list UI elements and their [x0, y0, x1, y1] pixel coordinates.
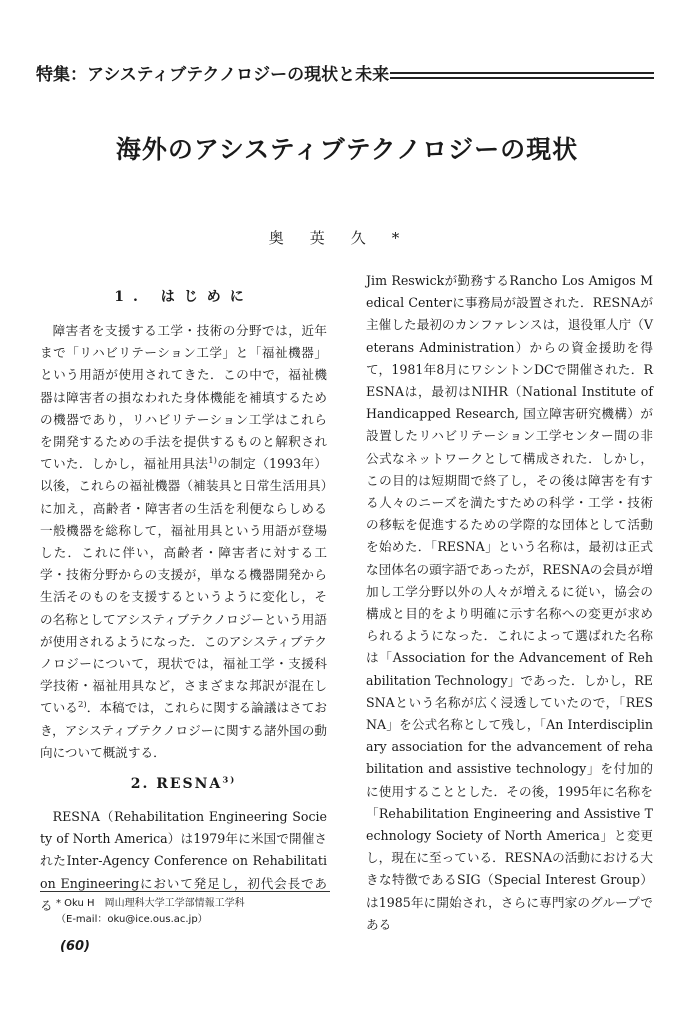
footnote-email: （E-mail：oku@ice.ous.ac.jp） [56, 914, 208, 925]
intro-text-1: 障害者を支援する工学・技術の分野では，近年まで「リハビリテーション工学」と「福祉機器」という用語が使用されてきた．この中で，福祉機器は障害者の損なわれた身体機能を補填するための機器であり，リハビリテーション工学はこれらを開発するための手法を提供するものと解釈されていた．しかし，福祉用具法 [40, 323, 327, 472]
section-heading-text: 2. RESNA [130, 776, 223, 793]
series-label: 特集：アシスティブテクノロジーの現状と未来 [36, 65, 390, 85]
footnote-affiliation: * Oku H 岡山理科大学工学部情報工学科 [56, 898, 245, 909]
author: 奥英久* [268, 229, 426, 247]
series-header [36, 62, 654, 90]
resna-paragraph-left: RESNA（Rehabilitation Engineering Society of North America）は1979年に米国で開催されたInter-Agency Conference on Rehabilitation Engineeringにおいて発足し，初代会長である [40, 809, 327, 913]
author-footnote [56, 896, 336, 928]
citation-ref: 2) [77, 700, 87, 711]
section-heading-resna [40, 773, 327, 795]
left-column [40, 270, 327, 917]
citation-ref: 3) [222, 775, 237, 786]
header-rule [390, 77, 654, 79]
right-column [366, 270, 653, 936]
citation-ref: 1) [208, 456, 217, 467]
footnote-rule [40, 891, 330, 892]
header-rule [390, 72, 654, 74]
article-title: 海外のアシスティブテクノロジーの現状 [115, 135, 579, 164]
intro-text-3: ．本稿では，これらに関する論議はさておき，アシスティブテクノロジーに関する諸外国の動向について概説する． [40, 700, 328, 760]
page-number: (60) [60, 939, 90, 954]
intro-text-2: の制定（1993年）以後，これらの福祉機器（補装具と日常生活用具）に加え，高齢者・障害者の生活を利便ならしめる一般機器を総称して，福祉用具という用語が登場した．これに伴い，高齢者・障害者に対する工学・技術分野からの支援が，単なる機器開発から生活そのものを支援するというように変化し，その名称としてアシスティブテクノロジーという用語が使用されるようになった．このアシスティブテクノロジーについて，現状では，福祉工学・支援科学技術・福祉用具など，さまざまな邦訳が混在している [40, 456, 328, 716]
introduction-paragraph [40, 320, 327, 764]
section-heading-introduction: 1. はじめに [114, 289, 253, 305]
resna-paragraph-right: Jim Reswickが勤務するRancho Los Amigos Medical Centerに事務局が設置された．RESNAが主催した最初のカンファレンスは，退役軍人庁（Veterans Administration）からの資金援助を得て，1981年8月にワシントンDCで開催された．RESNAは，最初はNIHR（National Institute of Handicapped Research, 国立障害研究機構）が設置したリハビリテーション工学センター間の非公式なネットワークとして構成された．しかし，この目的は短期間で終了し，その後は障害を有する人々のニーズを満たすための科学・工学・技術の移転を促進するための学際的な団体として活動を始めた．「RESNA」という名称は，最初は正式な団体名の頭字語であったが，RESNAの会員が増加し工学分野以外の人々が増えるに従い，協会の構成と目的をより明確に示す名称への変更が求められるようになった．これによって選ばれた名称は「Association for the Advancement of Rehabilitation Technology」であった．しかし，RESNAという名称が広く浸透していたので，「RESNA」を公式名称として残し，「An Interdisciplinary association for the advancement of rehabilitation and assistive technology」を付加的に使用することとした．その後，1995年に名称を「Rehabilitation Engineering and Assistive Technology Society of North America」と変更し，現在に至っている．RESNAの活動における大きな特徴であるSIG（Special Interest Group）は1985年に開始され，さらに専門家のグループである [366, 273, 653, 932]
